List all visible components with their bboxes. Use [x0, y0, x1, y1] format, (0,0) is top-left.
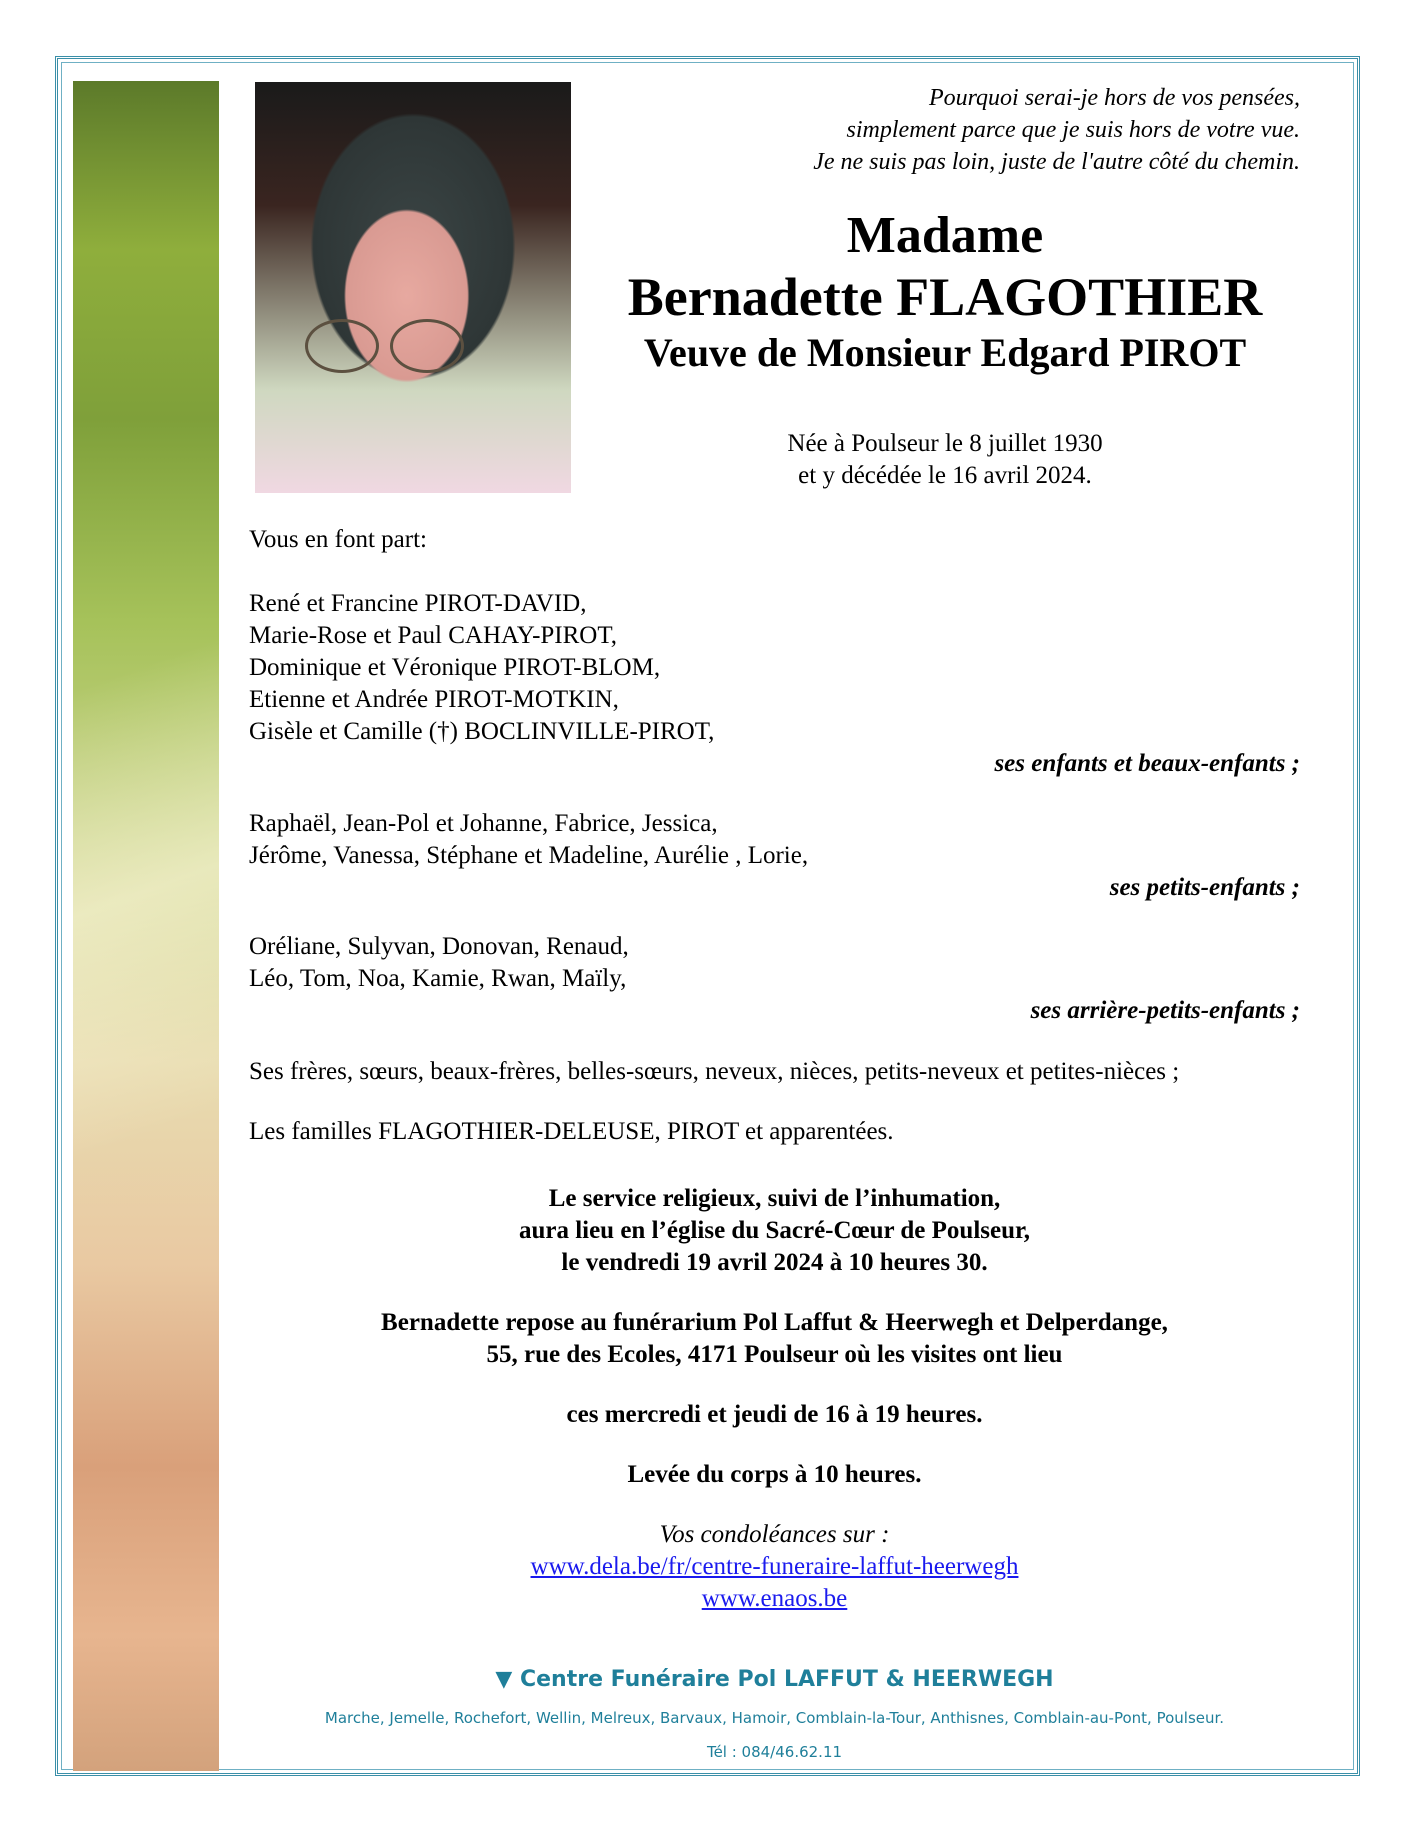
service-info [249, 1183, 1300, 1279]
children-list [249, 588, 1300, 780]
company-name: Centre Funéraire Pol LAFFUT & HEERWEGH [519, 1667, 1054, 1692]
grandchildren-label: ses petits-enfants ; [1109, 874, 1300, 901]
list-item: Dominique et Véronique PIROT-BLOM, [249, 654, 661, 681]
spouse-line: Veuve de Monsieur Edgard PIROT [643, 330, 1247, 375]
service-line: Le service religieux, suivi de l’inhumation, [548, 1185, 1001, 1212]
birth-line: Née à Poulseur le 8 juillet 1930 [787, 430, 1103, 457]
poem-quote [813, 82, 1300, 178]
visits-line: ces mercredi et jeudi de 16 à 19 heures. [566, 1401, 983, 1428]
decorative-forest-image [73, 81, 219, 1771]
triangle-down-icon: ▼ [495, 1667, 513, 1692]
quote-line: Je ne suis pas loin, juste de l'autre côté du chemin. [813, 149, 1300, 175]
levee-line: Levée du corps à 10 heures. [627, 1461, 922, 1488]
footer-company [249, 1667, 1300, 1692]
glasses-left [305, 319, 379, 373]
title-block [590, 205, 1300, 379]
glasses-right [390, 319, 464, 373]
list-item: Jérôme, Vanessa, Stéphane et Madeline, Aurélie , Lorie, [249, 842, 809, 869]
service-line: aura lieu en l’église du Sacré-Cœur de Poulseur, [518, 1217, 1031, 1244]
list-item: René et Francine PIROT-DAVID, [249, 590, 587, 617]
repose-line: Bernadette repose au funérarium Pol Laffut & Heerwegh et Delperdange, [381, 1309, 1168, 1336]
list-item: Léo, Tom, Noa, Kamie, Rwan, Maïly, [249, 965, 627, 992]
salutation: Madame [846, 207, 1044, 264]
enaos-link[interactable]: www.enaos.be [701, 1585, 848, 1612]
quote-line: simplement parce que je suis hors de votre vue. [846, 117, 1300, 143]
grandchildren-list [249, 808, 1300, 904]
deceased-name: Bernadette FLAGOTHIER [627, 267, 1263, 327]
children-label: ses enfants et beaux-enfants ; [994, 750, 1300, 777]
intro: Vous en font part: [249, 526, 427, 553]
condolences-label: Vos condoléances sur : [659, 1521, 890, 1548]
quote-line: Pourquoi serai-je hors de vos pensées, [928, 85, 1300, 111]
list-item: Raphaël, Jean-Pol et Johanne, Fabrice, Jessica, [249, 810, 718, 837]
greatgrandchildren-label: ses arrière-petits-enfants ; [1030, 997, 1300, 1024]
portrait-photo [255, 82, 571, 493]
repose-line: 55, rue des Ecoles, 4171 Poulseur où les visites ont lieu [486, 1341, 1063, 1368]
list-item: Oréliane, Sulyvan, Donovan, Renaud, [249, 933, 629, 960]
repose-info [249, 1307, 1300, 1371]
siblings-line: Ses frères, sœurs, beaux-frères, belles-sœurs, neveux, nièces, petits-neveux et petites-nièces ; [249, 1058, 1180, 1085]
condolences [249, 1519, 1300, 1615]
footer-phone: Tél : 084/46.62.11 [706, 1743, 843, 1761]
footer-locations: Marche, Jemelle, Rochefort, Wellin, Melreux, Barvaux, Hamoir, Comblain-la-Tour, Anthisnes, Comblain-au-Pont, Poulseur. [324, 1709, 1225, 1727]
list-item: Gisèle et Camille (†) BOCLINVILLE-PIROT, [249, 718, 715, 745]
service-line: le vendredi 19 avril 2024 à 10 heures 30. [561, 1249, 988, 1276]
list-item: Marie-Rose et Paul CAHAY-PIROT, [249, 622, 618, 649]
dates [640, 428, 1250, 492]
dela-link[interactable]: www.dela.be/fr/centre-funeraire-laffut-heerwegh [530, 1553, 1019, 1580]
list-item: Etienne et Andrée PIROT-MOTKIN, [249, 686, 619, 713]
families-line: Les familles FLAGOTHIER-DELEUSE, PIROT et apparentées. [249, 1118, 894, 1145]
death-line: et y décédée le 16 avril 2024. [798, 462, 1092, 489]
greatgrandchildren-list [249, 931, 1300, 1027]
